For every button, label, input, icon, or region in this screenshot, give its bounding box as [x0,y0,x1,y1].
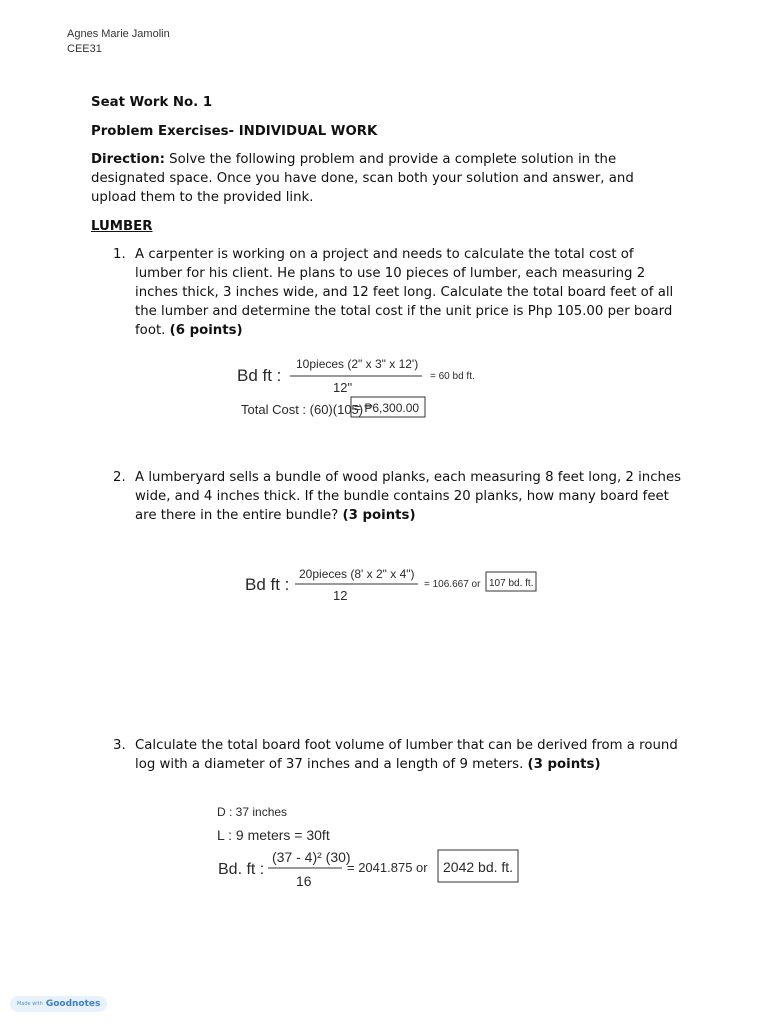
solution-1-lhs: Bd ft : [237,366,282,385]
problem-points: (3 points) [527,757,601,772]
direction-label: Direction: [91,152,165,167]
problem-points: (3 points) [342,508,416,523]
solution-3-numerator: (37 - 4)² (30) [272,849,351,865]
document-subtitle: Problem Exercises- INDIVIDUAL WORK [91,124,378,139]
goodnotes-badge[interactable] [10,996,107,1012]
solution-3 [217,805,518,889]
solution-1 [237,357,475,417]
problem-points: (6 points) [169,323,243,338]
solution-1-denominator: 12" [333,380,353,395]
problem-number: 2. [113,470,126,485]
solution-1-numerator: 10pieces (2" x 3" x 12') [296,357,419,371]
student-section: CEE31 [67,43,102,55]
solution-2-denominator: 12 [333,588,348,603]
badge-brand: Goodnotes [45,999,101,1009]
solution-1-cost-label: Total Cost : (60)(105) [241,402,364,417]
problem-statement: Calculate the total board foot volume of lumber that can be derived from a round log with a diameter of 37 inches and a length of 9 meters. [135,738,678,772]
solution-3-answer: 2042 bd. ft. [443,859,514,875]
solution-2-numerator: 20pieces (8' x 2" x 4") [299,567,415,581]
student-name: Agnes Marie Jamolin [67,28,170,40]
document-title: Seat Work No. 1 [91,95,213,110]
solution-3-denominator: 16 [296,873,312,889]
solution-1-cost-answer: = ₱6,300.00 [354,401,420,415]
solution-1-result: = 60 bd ft. [430,371,475,382]
problem-number: 3. [113,738,126,753]
solution-3-result: = 2041.875 or [347,860,428,875]
problem-statement: A carpenter is working on a project and needs to calculate the total cost of lumber for his client. He plans to use 10 pieces of lumber, each measuring 2 inches thick, 3 inches wide, and 12 feet long. Calculate the total board feet of all the lumber and determine the total cost if the unit price is Php 105.00 per board foot. [135,247,674,338]
problem-number: 1. [113,247,126,262]
section-heading: LUMBER [91,219,153,234]
direction-text: Solve the following problem and provide a complete solution in the designated space. Once you have done, scan both your solution and answer, and upload them to the provided link. [91,152,634,205]
solution-3-given-length: L : 9 meters = 30ft [217,827,330,843]
solution-3-given-diameter: D : 37 inches [217,805,288,819]
problem-statement: A lumberyard sells a bundle of wood planks, each measuring 8 feet long, 2 inches wide, and 4 inches thick. If the bundle contains 20 planks, how many board feet are there in the entire bundle? [135,470,682,523]
badge-made-with: Made with [17,1001,43,1007]
solution-2 [245,567,536,603]
solution-2-result: = 106.667 or [424,579,481,590]
solution-3-lhs: Bd. ft : [218,861,265,878]
solution-2-answer: 107 bd. ft. [489,578,534,589]
solution-2-lhs: Bd ft : [245,575,290,594]
